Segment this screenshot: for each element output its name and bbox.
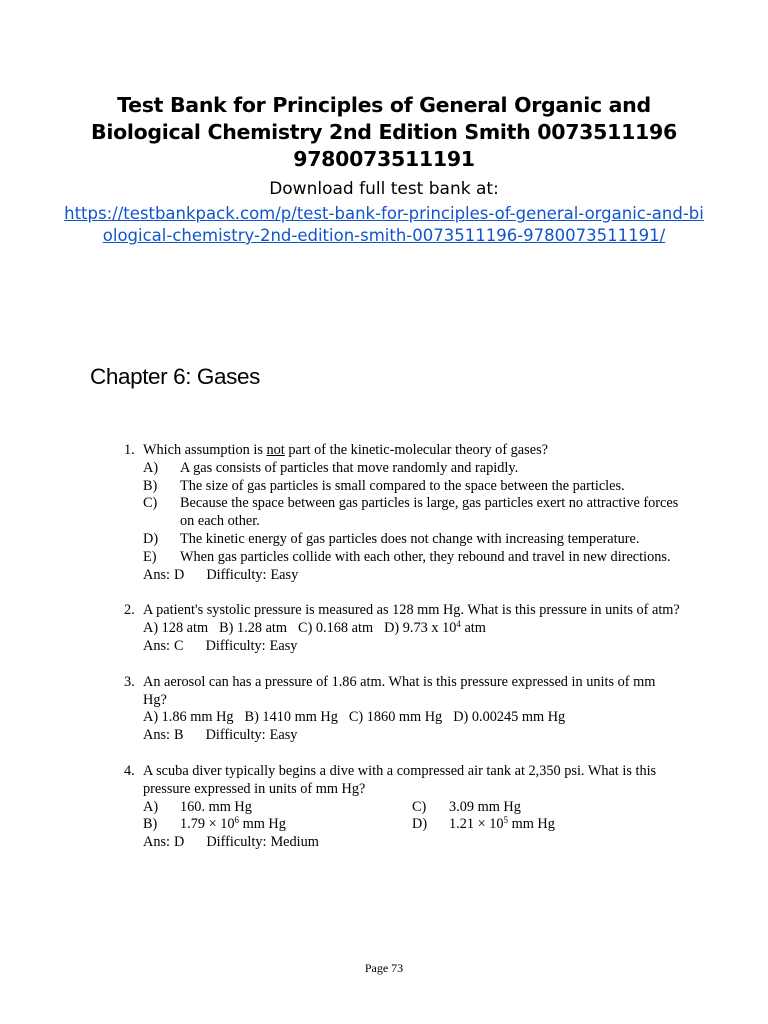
answer-value: B bbox=[174, 727, 184, 744]
document-title: Test Bank for Principles of General Organic and Biological Chemistry 2nd Edition Smith 0073511196 9780073511191 bbox=[91, 93, 677, 171]
answer-line: Ans: C Difficulty: Easy bbox=[143, 637, 298, 654]
download-subtitle: Download full test bank at: bbox=[269, 179, 499, 199]
option-a: A) 1.86 mm Hg bbox=[143, 709, 234, 726]
option-b: B) 1.28 atm bbox=[219, 620, 288, 637]
option-e: E) When gas particles collide with each other, they rebound and travel in new directions. bbox=[143, 548, 671, 565]
options-row-2 bbox=[143, 816, 681, 834]
answer-value: D bbox=[174, 834, 185, 851]
emphasis-not: not bbox=[266, 442, 285, 458]
download-link[interactable]: https://testbankpack.com/p/test-bank-for-principles-of-general-organic-and-biological-chemistry-2nd-edition-smith-0073511196-9780073511191/ bbox=[64, 204, 704, 245]
options-inline bbox=[143, 620, 681, 638]
difficulty-value: Easy bbox=[269, 637, 298, 654]
option-b: B) The size of gas particles is small compared to the space between the particles. bbox=[143, 477, 625, 494]
question-2 bbox=[121, 602, 681, 655]
difficulty-value: Easy bbox=[269, 727, 298, 744]
option-c: C) 1860 mm Hg bbox=[348, 709, 443, 726]
option-d: D) 9.73 x $10^4$ atm bbox=[384, 619, 486, 637]
option-b: B) $1.79 \times 10^6$ mm Hg bbox=[143, 815, 286, 833]
difficulty-value: Easy bbox=[270, 566, 299, 583]
options-row-1 bbox=[143, 799, 681, 817]
difficulty-value: Medium bbox=[270, 834, 319, 851]
option-c: C) Because the space between gas particles is large, gas particles exert no attractive forces on each other. bbox=[143, 495, 679, 530]
answer-line: Ans: B Difficulty: Easy bbox=[143, 727, 298, 744]
option-c: C) 3.09 mm Hg bbox=[412, 798, 521, 815]
answer-value: C bbox=[174, 637, 184, 654]
question-4 bbox=[121, 763, 681, 852]
option-c: C) 0.168 atm bbox=[298, 620, 374, 637]
question-number: 1. bbox=[124, 442, 135, 458]
question-list bbox=[121, 442, 681, 870]
question-number: 2. bbox=[124, 602, 135, 619]
option-b: B) 1410 mm Hg bbox=[244, 709, 338, 726]
option-a: A) 128 atm bbox=[143, 620, 209, 637]
question-stem: A scuba diver typically begins a dive with a compressed air tank at 2,350 psi. What is this pressure expressed in units of mm Hg? bbox=[143, 762, 657, 797]
option-d: D) 0.00245 mm Hg bbox=[453, 709, 566, 726]
answer-line: Ans: D Difficulty: Medium bbox=[143, 834, 319, 851]
page-number: Page 73 bbox=[364, 961, 404, 975]
question-stem: A patient's systolic pressure is measured as 128 mm Hg. What is this pressure in units of atm? bbox=[143, 602, 680, 619]
question-1 bbox=[121, 442, 681, 584]
answer-value: D bbox=[174, 566, 185, 583]
question-number: 3. bbox=[124, 673, 135, 690]
question-3 bbox=[121, 674, 681, 745]
answer-line: Ans: D Difficulty: Easy bbox=[143, 566, 299, 583]
question-number: 4. bbox=[124, 762, 135, 779]
chapter-heading: Chapter 6: Gases bbox=[90, 364, 260, 389]
option-d: D) $1.21 \times 10^5$ mm Hg bbox=[412, 815, 555, 833]
option-a: A) 160. mm Hg bbox=[143, 798, 252, 815]
options-inline bbox=[143, 709, 681, 727]
option-d: D) The kinetic energy of gas particles does not change with increasing temperature. bbox=[143, 530, 640, 547]
question-stem: Which assumption is not part of the kinetic-molecular theory of gases? bbox=[143, 442, 548, 458]
question-stem: An aerosol can has a pressure of 1.86 atm. What is this pressure expressed in units of mm Hg? bbox=[143, 673, 656, 708]
document-header bbox=[60, 92, 708, 247]
option-a: A) A gas consists of particles that move randomly and rapidly. bbox=[143, 459, 519, 476]
